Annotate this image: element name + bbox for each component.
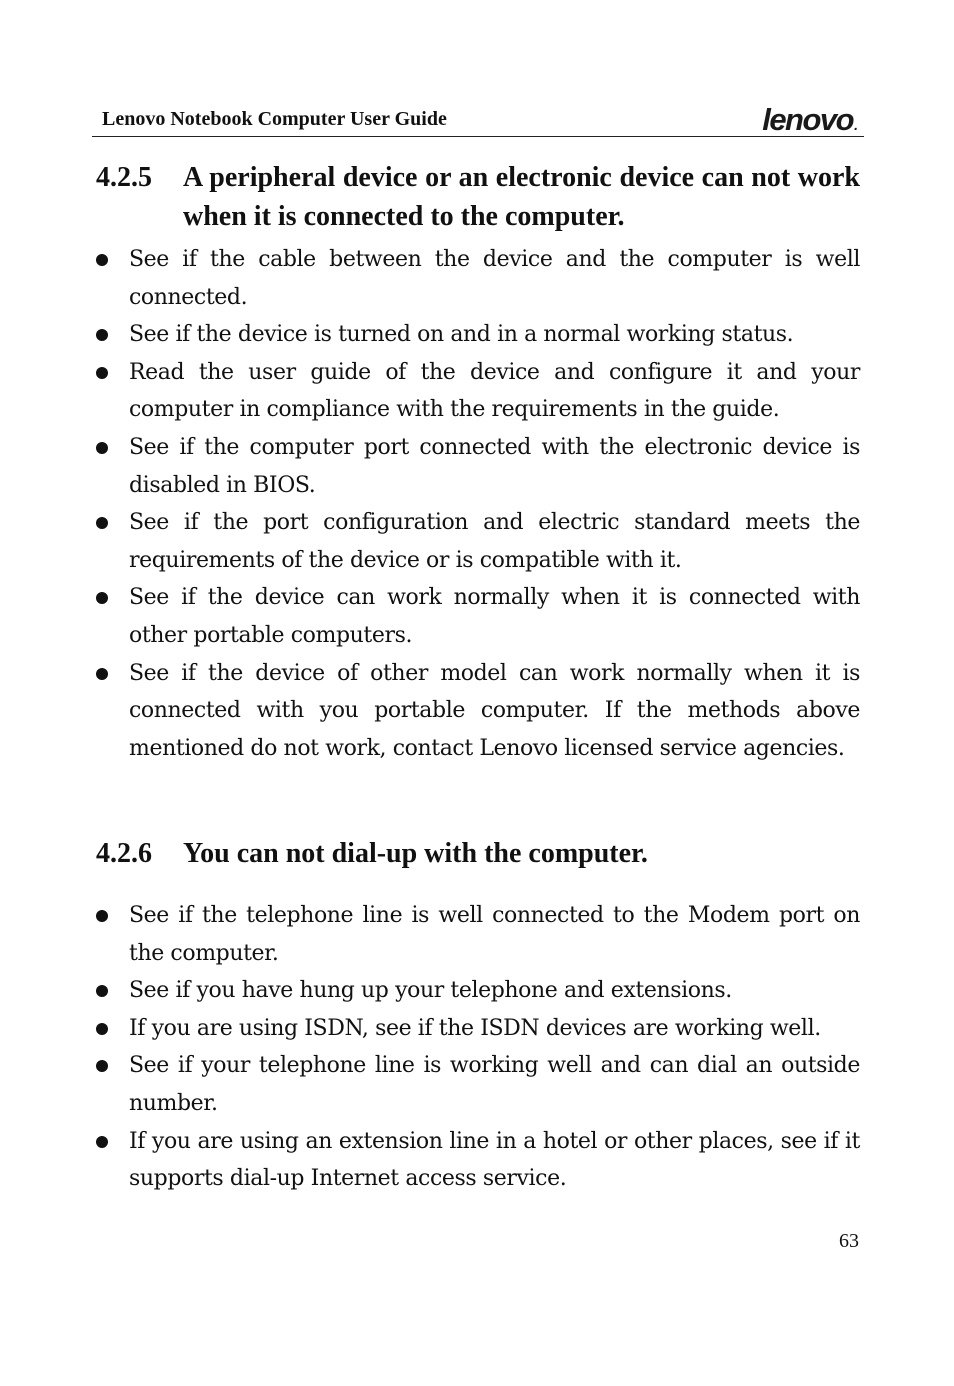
list-item bbox=[96, 579, 860, 654]
page-number: 63 bbox=[839, 1230, 859, 1252]
list-item-text: See if the telephone line is well connected to the Modem port on the computer. bbox=[129, 903, 860, 966]
bullet-list bbox=[96, 897, 860, 1198]
list-item-text: See if the device is turned on and in a normal working status. bbox=[129, 322, 794, 348]
bullet-icon bbox=[96, 254, 108, 266]
section-4-2-5 bbox=[96, 158, 860, 767]
section-title: A peripheral device or an electronic device can not work when it is connected to the computer. bbox=[183, 162, 860, 232]
list-item-text: See if the computer port connected with the electronic device is disabled in BIOS. bbox=[129, 434, 860, 498]
list-item bbox=[96, 354, 860, 429]
bullet-icon bbox=[96, 329, 108, 341]
list-item-text: If you are using ISDN, see if the ISDN devices are working well. bbox=[129, 1015, 821, 1041]
bullet-icon bbox=[96, 517, 108, 529]
list-item-text: See if the device can work normally when it is connected with other portable computers. bbox=[129, 585, 860, 648]
section-title: You can not dial-up with the computer. bbox=[183, 838, 648, 869]
section-4-2-6 bbox=[96, 834, 860, 1198]
bullet-list bbox=[96, 241, 860, 767]
bullet-icon bbox=[96, 1136, 108, 1148]
list-item bbox=[96, 504, 860, 579]
logo-suffix: . bbox=[854, 117, 858, 133]
list-item-text: See if you have hung up your telephone and extensions. bbox=[129, 978, 732, 1004]
list-item-text: See if the cable between the device and the computer is well connected. bbox=[129, 247, 860, 310]
list-item-text: See if the device of other model can work normally when it is connected with you portable computer. If the methods above mentioned do not work, contact Lenovo licensed service agencies. bbox=[129, 660, 860, 761]
list-item-text: If you are using an extension line in a hotel or other places, see if it supports dial-up Internet access service. bbox=[129, 1128, 860, 1192]
bullet-icon bbox=[96, 910, 108, 922]
list-item-text: Read the user guide of the device and configure it and your computer in compliance with the requirements in the guide. bbox=[129, 359, 860, 423]
bullet-icon bbox=[96, 985, 108, 997]
list-item bbox=[96, 241, 860, 316]
page-header bbox=[92, 100, 864, 137]
list-item bbox=[96, 655, 860, 768]
lenovo-logo bbox=[762, 102, 858, 138]
section-heading bbox=[96, 158, 860, 236]
list-item bbox=[96, 316, 860, 354]
list-item bbox=[96, 429, 860, 504]
list-item bbox=[96, 1123, 860, 1198]
list-item bbox=[96, 1010, 860, 1048]
logo-text: lenovo bbox=[762, 102, 854, 137]
list-item-text: See if your telephone line is working well and can dial an outside number. bbox=[129, 1053, 860, 1116]
bullet-icon bbox=[96, 442, 108, 454]
bullet-icon bbox=[96, 1060, 108, 1072]
bullet-icon bbox=[96, 1023, 108, 1035]
list-item-text: See if the port configuration and electric standard meets the requirements of the device or is compatible with it. bbox=[129, 510, 860, 573]
section-number: 4.2.6 bbox=[96, 838, 152, 869]
bullet-icon bbox=[96, 367, 108, 379]
bullet-icon bbox=[96, 668, 108, 680]
list-item bbox=[96, 897, 860, 972]
section-number: 4.2.5 bbox=[96, 162, 152, 193]
list-item bbox=[96, 1047, 860, 1122]
header-title: Lenovo Notebook Computer User Guide bbox=[102, 108, 447, 130]
bullet-icon bbox=[96, 592, 108, 604]
section-heading bbox=[96, 834, 860, 873]
list-item bbox=[96, 972, 860, 1010]
